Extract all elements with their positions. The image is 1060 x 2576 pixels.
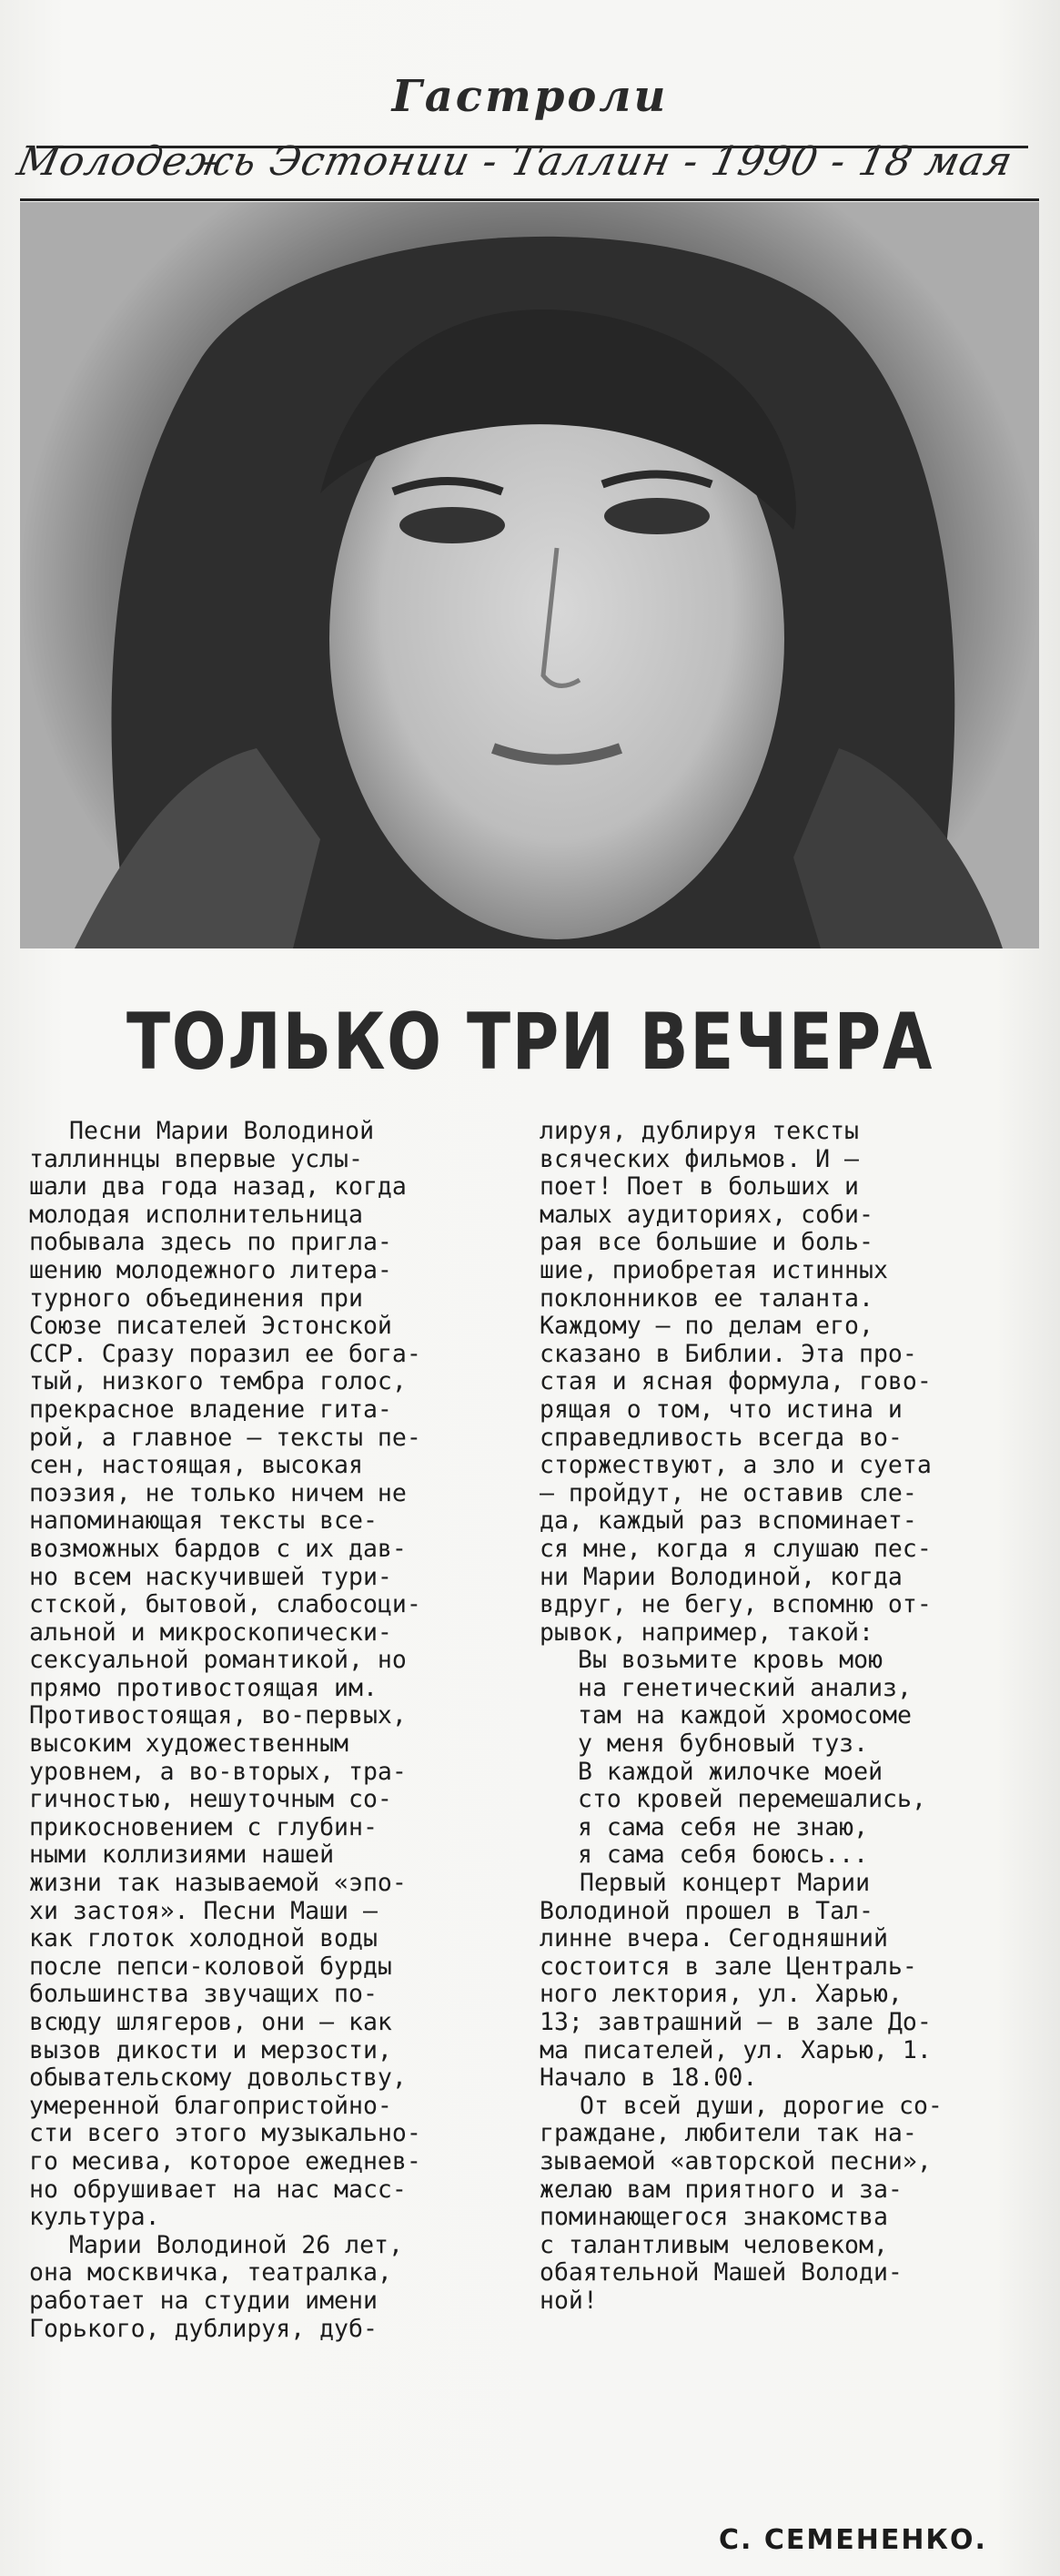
text-line: шению молодежного литера-	[29, 1255, 392, 1284]
text-line: справедливость всегда во-	[540, 1423, 903, 1452]
text-line: шие, приобретая истинных	[540, 1255, 888, 1284]
text-line: после пепси-коловой бурды	[29, 1952, 392, 1981]
text-line: вдруг, не бегу, вспомню от-	[540, 1590, 932, 1619]
text-line: турного объединения при	[29, 1283, 363, 1313]
article-column-left	[29, 1118, 507, 2343]
text-line: сказано в Библии. Эта про-	[540, 1339, 917, 1368]
text-line: Каждому — по делам его,	[540, 1312, 873, 1341]
text-line: обывательскому довольству,	[29, 2064, 407, 2093]
text-line: напоминающая тексты все-	[29, 1506, 378, 1536]
text-line: поклонников ее таланта.	[540, 1283, 873, 1313]
text-line: го месива, которое ежеднев-	[29, 2146, 421, 2175]
text-line: стской, бытовой, слабосоци-	[29, 1590, 421, 1619]
text-line: с талантливым человеком,	[540, 2230, 888, 2259]
verse-line: сто кровей перемешались,	[578, 1785, 926, 1814]
text-line: сексуальной романтикой, но	[29, 1646, 407, 1675]
text-line: высоким художественным	[29, 1729, 348, 1759]
text-line: как глоток холодной воды	[29, 1924, 378, 1953]
text-line: но обрушивает на нас масс-	[29, 2175, 407, 2204]
portrait-photo	[20, 202, 1039, 948]
text-line: рящая о том, что истина и	[540, 1394, 903, 1424]
text-line: стая и ясная формула, гово-	[540, 1367, 932, 1396]
rubric-title: Гастроли	[391, 71, 669, 122]
text-line: прикосновением с глубин-	[29, 1812, 378, 1841]
text-line: возможных бардов с их дав-	[29, 1534, 407, 1563]
text-line: шали два года назад, когда	[29, 1172, 407, 1202]
verse-line: на генетический анализ,	[578, 1673, 912, 1702]
text-line: жизни так называемой «эпо-	[29, 1869, 407, 1898]
text-line: гичностью, нешуточным со-	[29, 1785, 392, 1814]
text-line: она москвичка, театралка,	[29, 2258, 392, 2287]
text-line: уровнем, а во-вторых, тра-	[29, 1757, 407, 1786]
text-line: — пройдут, не оставив сле-	[540, 1478, 917, 1507]
text-line: побывала здесь по пригла-	[29, 1228, 392, 1257]
text-line: поэзия, не только ничем не	[29, 1478, 407, 1507]
verse-line: В каждой жилочке моей	[578, 1757, 883, 1786]
text-line: малых аудиториях, соби-	[540, 1200, 873, 1229]
text-line: но всем наскучившей тури-	[29, 1562, 392, 1591]
photo-rule	[20, 198, 1039, 201]
text-line: рой, а главное — тексты пе-	[29, 1423, 421, 1452]
text-line: ными коллизиями нашей	[29, 1841, 335, 1870]
text-line: умеренной благопристойно-	[29, 2091, 392, 2120]
portrait-illustration	[20, 202, 1039, 948]
text-line: лируя, дублируя тексты	[540, 1117, 859, 1145]
verse-line: я сама себя боюсь...	[578, 1841, 869, 1870]
text-line: ССР. Сразу поразил ее бога-	[29, 1339, 421, 1368]
text-line: ма писателей, ул. Харью, 1.	[540, 2035, 932, 2064]
text-line: 13; завтрашний — в зале До-	[540, 2008, 932, 2036]
text-line: состоится в зале Централь-	[540, 1952, 917, 1981]
text-line: таллиннцы впервые услы-	[29, 1144, 363, 1173]
text-line: От всей души, дорогие со-	[580, 2091, 943, 2120]
text-line: работает на студии имени	[29, 2286, 378, 2315]
text-line: прямо противостоящая им.	[29, 1673, 378, 1702]
text-line: тый, низкого тембра голос,	[29, 1367, 407, 1396]
text-line: поминающегося знакомства	[540, 2203, 888, 2232]
text-line: всюду шлягеров, они — как	[29, 2008, 392, 2036]
text-line: ся мне, когда я слушаю пес-	[540, 1534, 932, 1563]
text-line: зываемой «авторской песни»,	[540, 2146, 932, 2175]
article-headline: ТОЛЬКО ТРИ ВЕЧЕРА	[126, 997, 934, 1088]
text-line: Песни Марии Володиной	[69, 1117, 375, 1145]
text-line: альной и микроскопически-	[29, 1618, 392, 1647]
text-line: да, каждый раз вспоминает-	[540, 1506, 917, 1536]
text-line: линне вчера. Сегодняшний	[540, 1924, 888, 1953]
verse-line: у меня бубновый туз.	[578, 1729, 869, 1759]
text-line: сен, настоящая, высокая	[29, 1451, 363, 1480]
text-line: Володиной прошел в Тал-	[540, 1896, 873, 1925]
text-line: Первый концерт Марии	[580, 1869, 871, 1898]
text-line: прекрасное владение гита-	[29, 1394, 392, 1424]
text-line: культура.	[29, 2203, 160, 2232]
verse-line: там на каждой хромосоме	[578, 1701, 912, 1730]
text-line: Противостоящая, во-первых,	[29, 1701, 407, 1730]
text-line: ной!	[540, 2286, 598, 2315]
text-line: ни Марии Володиной, когда	[540, 1562, 903, 1591]
text-line: хи застоя». Песни Маши —	[29, 1896, 378, 1925]
text-line: Марии Володиной 26 лет,	[69, 2230, 403, 2259]
handwritten-note: Молодежь Эстонии - Таллин - 1990 - 18 мая	[13, 138, 1017, 185]
article-column-right	[540, 1118, 1031, 2316]
text-line: поет! Поет в больших и	[540, 1172, 859, 1202]
text-line: большинства звучащих по-	[29, 1980, 378, 2009]
text-line: молодая исполнительница	[29, 1200, 363, 1229]
verse-line: Вы возьмите кровь мою	[578, 1646, 883, 1675]
text-line: рывок, например, такой:	[540, 1618, 873, 1647]
text-line: рая все большие и боль-	[540, 1228, 873, 1257]
author-byline: С. СЕМЕНЕНКО.	[719, 2524, 987, 2556]
text-line: желаю вам приятного и за-	[540, 2175, 903, 2204]
text-line: сти всего этого музыкально-	[29, 2119, 421, 2148]
text-line: Начало в 18.00.	[540, 2064, 758, 2093]
text-line: Горького, дублируя, дуб-	[29, 2314, 378, 2343]
text-line: обаятельной Машей Володи-	[540, 2258, 903, 2287]
text-line: вызов дикости и мерзости,	[29, 2035, 392, 2064]
text-line: всяческих фильмов. И —	[540, 1144, 859, 1173]
text-line: Союзе писателей Эстонской	[29, 1312, 392, 1341]
text-line: ного лектория, ул. Харью,	[540, 1980, 903, 2009]
verse-line: я сама себя не знаю,	[578, 1812, 869, 1841]
text-line: сторжествуют, а зло и суета	[540, 1451, 932, 1480]
text-line: граждане, любители так на-	[540, 2119, 917, 2148]
